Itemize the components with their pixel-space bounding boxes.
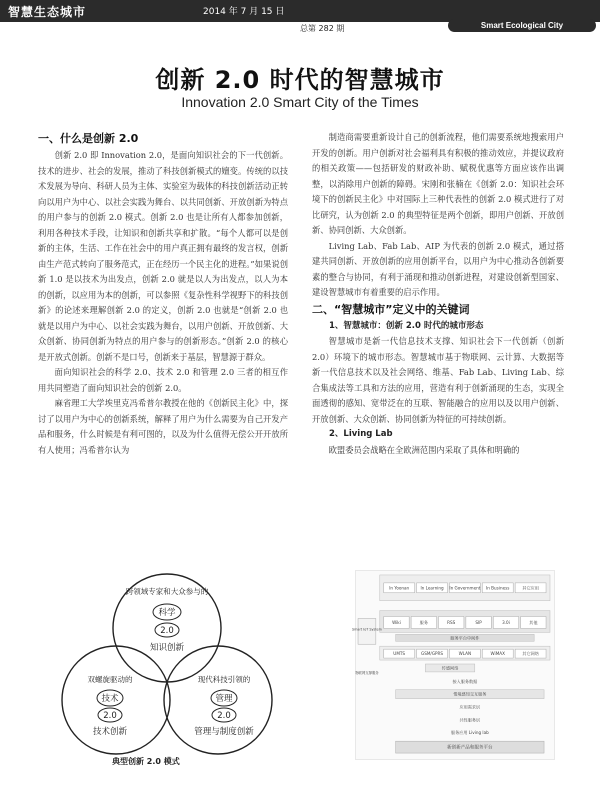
right-column — [312, 130, 564, 458]
diagram-cell-label: WiMAX — [490, 651, 505, 657]
venn-right-version: 2.0 — [217, 711, 231, 721]
diagram-row3 — [384, 649, 546, 658]
diagram-layer2: 接入服务数据 — [452, 678, 478, 684]
diagram-cell-label: 其它网络 — [522, 651, 539, 657]
venn-top-version: 2.0 — [160, 626, 174, 636]
issue-date: 2014 年 7 月 15 日 — [203, 7, 285, 17]
article-title: 创新 2.0 时代的智慧城市 — [155, 66, 445, 94]
diagram-cell-label: In Learning — [420, 585, 444, 591]
diagram-cell-label: 其它应用 — [522, 585, 539, 591]
section-heading-2: 二、“智慧城市”定义中的关键词 — [312, 302, 470, 316]
venn-left-sub: 技术创新 — [92, 727, 128, 737]
diagram-side2: 物联网支撑服务 — [355, 670, 379, 675]
paragraph: Living Lab、Fab Lab、AIP 为代表的创新 2.0 模式，通过搭建共同创新、开放创新的应用创新平台，以用户为中心推动各创新要素的整合与协同，有利于涌现和推动创新进程，对建设创新型国家、建设智慧城市有着重要的启示作用。 — [312, 240, 564, 297]
diagram-row1 — [384, 583, 546, 593]
diagram-bottom: 新创新产品和服务平台 — [447, 745, 493, 751]
diagram-cell-label: GSM/GPRS — [421, 651, 444, 657]
issue-number: 总第 282 期 — [300, 24, 345, 33]
left-column — [38, 130, 288, 458]
diagram-cell-label: In Yoonan — [389, 585, 410, 591]
diagram-cell-label: WLAN — [458, 651, 472, 657]
diagram-cell-label: SIP — [475, 619, 482, 625]
venn-left-version: 2.0 — [103, 711, 117, 721]
paragraph: 创新 2.0 即 Innovation 2.0，是面向知识社会的下一代创新。技术的进步、社会的发展，推动了科技创新模式的嬗变。传统的以技术发展为导向、科研人员为主体、实验室为载体的科技创新活动正转向以用户为中心、以社会实践为舞台、以共同创新、开放创新为特点的用户参与的创新 2.0 模式。创新 2.0 也是让所有人都参加创新，利用各种技术手段，让知识和创新共享和扩散。“每个人都可以是创新的主体，生活、工作在社会中的用户真正拥有最终的发言权，创新由生产范式转向了服务范式，正在经历一个民主化的进程。”如果说创新 1.0 是以技术为出发点，创新 2.0 就是以人为出发点，以人为本的创新，以应用为本的创新，可以参照《复杂性科学视野下的科技创新》的论述来理解创新 2.0 的定义，创新 2.0 也就是“创新 2.0 也就是以用户为中心、以社会实践为舞台，以用户创新、开放创新、大众创新、协同创新为特点的用户参与的创新形态。”创新 2.0 的核心是开放式创新。创新不是口号，创新来于基层，智慧源于群众。 — [38, 150, 288, 362]
diagram-layer4: 应用需求层 — [459, 704, 481, 710]
venn-right-sub: 管理与制度创新 — [194, 727, 254, 737]
diagram-layer6: 服务应用 Living lab — [450, 730, 489, 736]
diagram-layer1: 传感网络 — [441, 665, 459, 671]
diagram-cell-label: In Government — [449, 585, 481, 591]
subheading-living-lab: 2、Living Lab — [329, 429, 393, 439]
section-heading-1: 一、什么是创新 2.0 — [38, 132, 139, 145]
paragraph: 制造商需要重新设计自己的创新流程，他们需要系统地搜索用户开发的创新。用户创新对社会福利具有积极的推动效应，并提议政府的相关政策——包括研发的财政补助、赋税优惠等方面应该作出调整，以消除用户创新的障碍。宋刚和张楠在《创新 2.0：知识社会环境下的创新民主化》中对国际上三种代表性的创新 2.0 模式进行了对比研究，认为创新 2.0 的典型特征是两个创新，即用户创新、开放创新、协同创新、大众创新。 — [312, 132, 564, 235]
paragraph: 麻省理工大学埃里克冯希普尔教授在他的《创新民主化》中，探讨了以用户为中心的创新系统，解释了用户为什么需要为自己开发产品和服务，什么时候是有利可图的，以及为什么值得无偿公开开放所有人使用；冯希普尔认为 — [38, 398, 288, 455]
diagram-cell-label: 其他 — [529, 619, 538, 625]
venn-top-text: 跨领域专家和大众参与的 — [125, 587, 209, 596]
diagram-cell-label: UMTS — [393, 651, 406, 657]
venn-caption: 典型创新 2.0 模式 — [112, 757, 180, 766]
paragraph: 面向知识社会的科学 2.0、技术 2.0 和管理 2.0 三者的相互作用共同塑造了面向知识社会的创新 2.0。 — [38, 367, 288, 393]
journal-brand: 智慧生态城市 — [8, 5, 87, 19]
diagram-cell-label: 3.0i — [502, 619, 510, 625]
article-subtitle: Innovation 2.0 Smart City of the Times — [181, 94, 419, 110]
paragraph: 智慧城市是新一代信息技术支撑、知识社会下一代创新（创新 2.0）环境下的城市形态。智慧城市基于物联网、云计算、大数据等新一代信息技术以及社会网络、维基、Fab Lab、Living Lab、综合集成法等工具和方法的应用，营造有利于创新涌现的生态，实现全面透彻的感知、宽带泛在的互联、智能融合的应用以及以用户创新、开放创新、大众创新、协同创新为特征的可持续创新。 — [312, 336, 564, 424]
venn-right-label: 管理 — [215, 694, 233, 704]
diagram-cell-label: 服务 — [419, 619, 428, 625]
innovation-venn-diagram — [52, 572, 282, 757]
diagram-side1: Smart IoT System — [351, 627, 382, 632]
subheading-smart-city: 1、智慧城市：创新 2.0 时代的城市形态 — [329, 320, 484, 331]
diagram-layer3: 情境感知交互服务 — [453, 691, 487, 697]
diagram-cell-label: Wiki — [392, 619, 401, 625]
diagram-cell-label: In Business — [486, 585, 510, 591]
venn-left-label: 技术 — [101, 694, 119, 704]
venn-top-sub: 知识创新 — [149, 643, 185, 653]
diagram-layer5: 共性服务层 — [459, 717, 481, 723]
venn-top-label: 科学 — [158, 608, 176, 618]
diagram-cell-label: RSS — [447, 619, 456, 625]
english-brand-pill: Smart Ecological City — [448, 19, 596, 32]
paragraph: 欧盟委员会战略在全欧洲范围内采取了具体和明确的 — [328, 444, 520, 455]
venn-right-text: 现代科技引领的 — [197, 675, 251, 684]
architecture-diagram — [351, 570, 555, 760]
diagram-bar1-label: 服务平台中间件 — [450, 635, 480, 641]
venn-left-text: 双螺旋驱动的 — [87, 675, 133, 684]
